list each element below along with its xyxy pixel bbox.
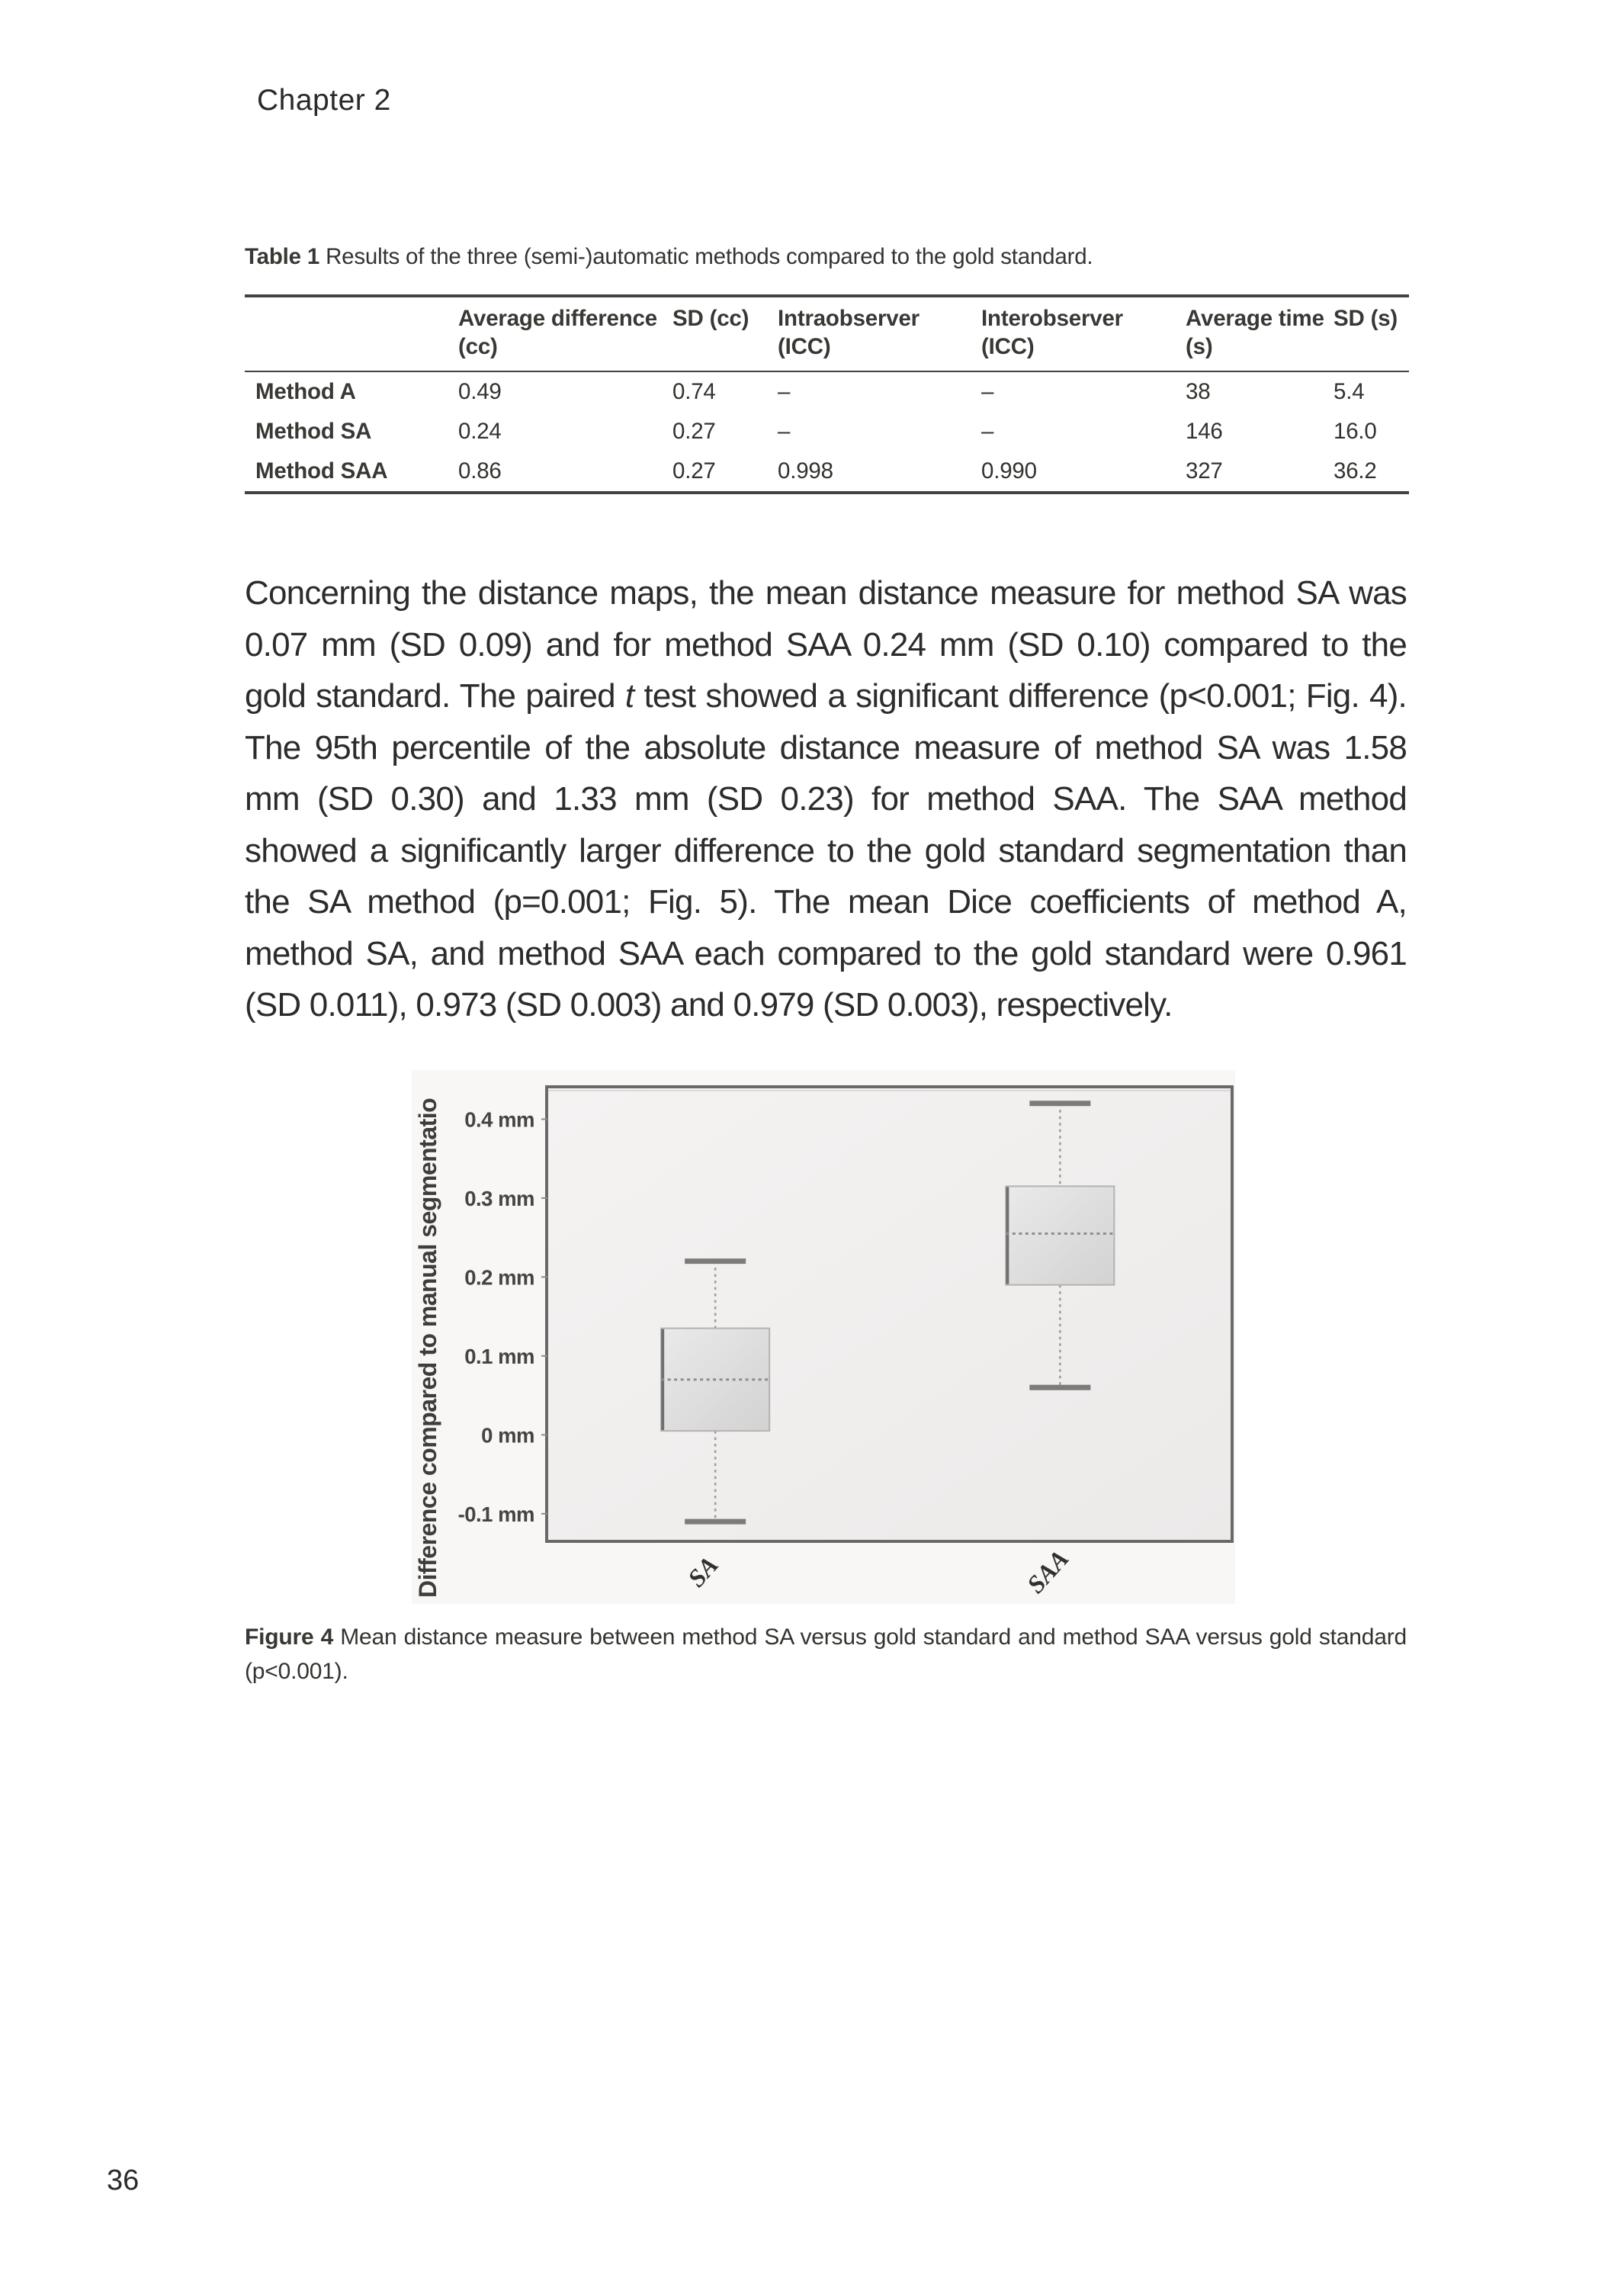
figure4-caption: [245, 1620, 1407, 1689]
table-cell: 327: [1186, 458, 1223, 484]
figure4-image: [412, 1070, 1235, 1604]
table-cell: 0.74: [672, 378, 716, 404]
figure4-chart: [412, 1070, 1235, 1604]
table-cell: 0.998: [778, 458, 833, 484]
figure4-caption-label: Figure 4: [245, 1624, 334, 1650]
y-tick-label: 0 mm: [481, 1423, 534, 1448]
y-tick-label: 0.1 mm: [464, 1344, 534, 1368]
table-column-header: Intraobserver (ICC): [778, 296, 981, 371]
table-cell: 0.990: [981, 458, 1037, 484]
results-table: [245, 294, 1409, 494]
table-cell: 36.2: [1334, 458, 1377, 484]
results-table-header: [245, 296, 1409, 371]
table-cell: 16.0: [1334, 418, 1377, 444]
table-title: [245, 244, 1093, 270]
table-cell: 38: [1186, 378, 1211, 404]
table-cell: –: [778, 378, 791, 404]
table-column-header: SD (s): [1334, 296, 1409, 371]
results-paragraph: Concerning the distance maps, the mean distance measure for method SA was 0.07 mm (SD 0.09) and for method SAA 0.24 mm (SD 0.10) compared to the gold standard. The paired t test showed a significant difference (p<0.001; Fig. 4). The 95th percentile of the absolute distance measure of method SA was 1.58 mm (SD 0.30) and 1.33 mm (SD 0.23) for method SAA. The SAA method showed a significantly larger difference to the gold standard segmentation than the SA method (p=0.001; Fig. 5). The mean Dice coefficients of method A, method SA, and method SAA each compared to the gold standard were 0.961 (SD 0.011), 0.973 (SD 0.003) and 0.979 (SD 0.003), respectively.: [245, 574, 1407, 1023]
table-cell: 146: [1186, 418, 1223, 444]
table-cell: 0.86: [458, 458, 502, 484]
table-row: [245, 412, 1409, 451]
table-column-header: Interobserver (ICC): [981, 296, 1186, 371]
table-column-header: Average difference (cc): [458, 296, 672, 371]
figure4-caption-text: Mean distance measure between method SA versus gold standard and method SAA versus gold standard (p<0.001).: [245, 1624, 1407, 1684]
x-category-label: SA: [682, 1551, 724, 1593]
page-number: 36: [107, 2164, 140, 2196]
table-row: [245, 371, 1409, 412]
table-column-header: SD (cc): [672, 296, 778, 371]
table-title-text: Results of the three (semi-)automatic methods compared to the gold standard.: [326, 244, 1093, 269]
table-cell: 0.27: [672, 458, 716, 484]
table-cell: 0.27: [672, 418, 716, 444]
y-tick-label: 0.4 mm: [464, 1107, 534, 1132]
chapter-heading: Chapter 2: [257, 84, 391, 117]
table-row: [245, 451, 1409, 493]
table-cell: 0.49: [458, 378, 502, 404]
table-cell: –: [981, 418, 994, 444]
y-tick-label: 0.2 mm: [464, 1265, 534, 1290]
y-axis-label: Difference compared to manual segmentatio: [414, 1097, 441, 1598]
table-column-header: [245, 296, 458, 371]
table-row-label: Method SA: [255, 418, 372, 444]
table-row-label: Method A: [255, 378, 356, 404]
x-category-label: SAA: [1022, 1545, 1075, 1599]
table-row-label: Method SAA: [255, 458, 388, 484]
table-cell: –: [778, 418, 791, 444]
y-tick-label: 0.3 mm: [464, 1186, 534, 1210]
table-column-header: Average time (s): [1186, 296, 1334, 371]
table-cell: –: [981, 378, 994, 404]
table-cell: 0.24: [458, 418, 502, 444]
table-cell: 5.4: [1334, 378, 1365, 404]
table-title-label: Table 1: [245, 244, 320, 269]
y-tick-label: -0.1 mm: [457, 1502, 534, 1526]
